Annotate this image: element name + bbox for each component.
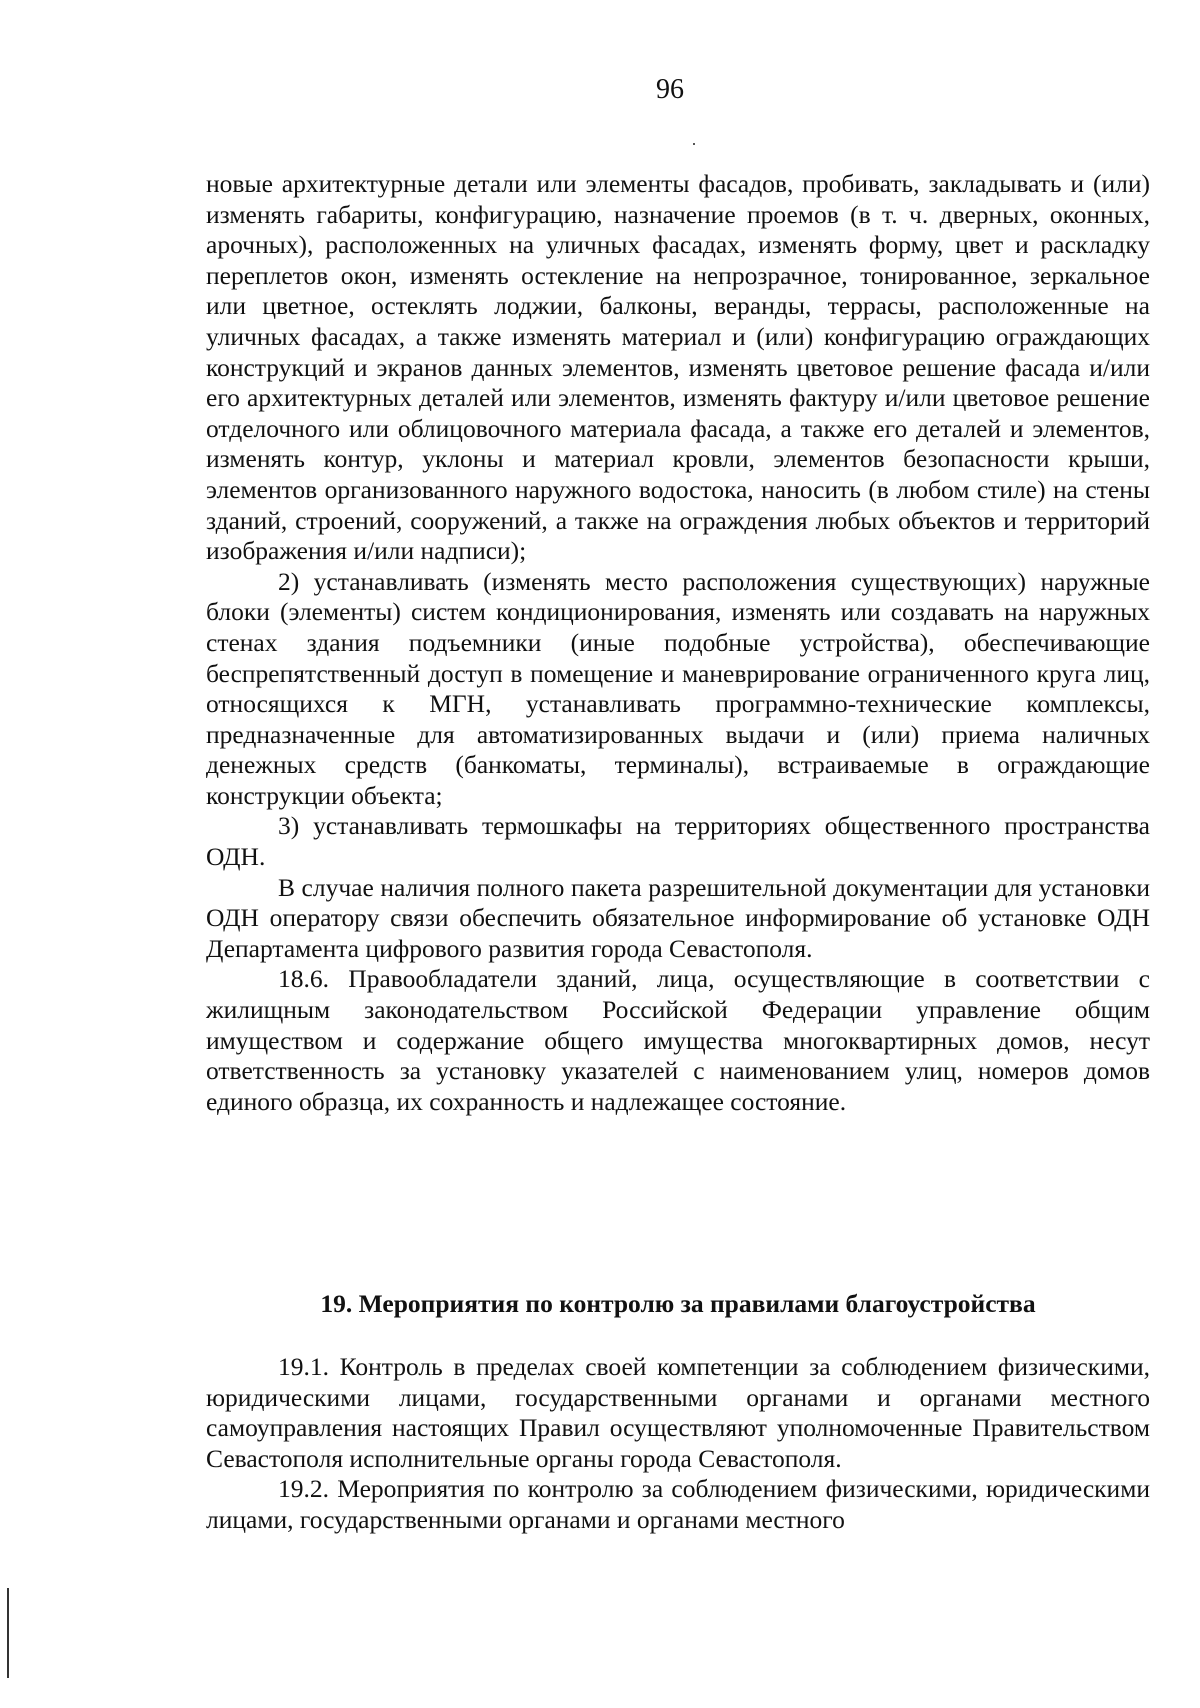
page-number: 96 xyxy=(656,74,684,105)
body-text-block-1 xyxy=(206,169,1150,1117)
paragraph-19-1: 19.1. Контроль в пределах своей компетенции за соблюдением физическими, юридическими лицами, государственными органами и органами местного самоуправления настоящих Правил осуществляют уполномоченные Правительством Севастополя исполнительные органы города Севастополя. xyxy=(206,1352,1150,1473)
paragraph-item-2: 2) устанавливать (изменять место расположения существующих) наружные блоки (элементы) систем кондиционирования, изменять или создавать на наружных стенах здания подъемники (иные подобные устройства), обеспечивающие беспрепятственный доступ в помещение и маневрирование ограниченного круга лиц, относящихся к МГН, устанавливать программно-технические комплексы, предназначенные для автоматизированных выдачи и (или) приема наличных денежных средств (банкоматы, терминалы), встраиваемые в ограждающие конструкции объекта; xyxy=(206,566,1150,810)
scan-dot xyxy=(693,143,695,145)
paragraph-19-2: 19.2. Мероприятия по контролю за соблюдением физическими, юридическими лицами, государственными органами и органами местного xyxy=(206,1474,1150,1534)
section-heading: 19. Мероприятия по контролю за правилами благоустройства xyxy=(320,1289,1036,1318)
paragraph-18-6: 18.6. Правообладатели зданий, лица, осуществляющие в соответствии с жилищным законодательством Российской Федерации управление общим имуществом и содержание общего имущества многоквартирных домов, несут ответственность за установку указателей с наименованием улиц, номеров домов единого образца, их сохранность и надлежащее состояние. xyxy=(206,964,1150,1116)
paragraph-facade-changes: новые архитектурные детали или элементы фасадов, пробивать, закладывать и (или) изменять габариты, конфигурацию, назначение проемов (в т. ч. дверных, оконных, арочных), расположенных на уличных фасадах, изменять форму, цвет и раскладку переплетов окон, изменять остекление на непрозрачное, тонированное, зеркальное или цветное, остеклять лоджии, балконы, веранды, террасы, расположенные на уличных фасадах, а также изменять материал и (или) конфигурацию ограждающих конструкций и экранов данных элементов, изменять цветовое решение фасада и/или его архитектурных деталей или элементов, изменять фактуру и/или цветовое решение отделочного или облицовочного материала фасада, а также его деталей и элементов, изменять контур, уклоны и материал кровли, элементов безопасности крыши, элементов организованного наружного водостока, наносить (в любом стиле) на стены зданий, строений, сооружений, а также на ограждения любых объектов и территорий изображения и/или надписи); xyxy=(206,169,1150,566)
paragraph-odn-permits: В случае наличия полного пакета разрешительной документации для установки ОДН оператору связи обеспечить обязательное информирование об установке ОДН Департамента цифрового развития города Севастополя. xyxy=(206,872,1150,963)
scan-margin-line xyxy=(7,1588,9,1678)
body-text-block-2 xyxy=(206,1352,1150,1536)
paragraph-item-3: 3) устанавливать термошкафы на территориях общественного пространства ОДН. xyxy=(206,811,1150,872)
